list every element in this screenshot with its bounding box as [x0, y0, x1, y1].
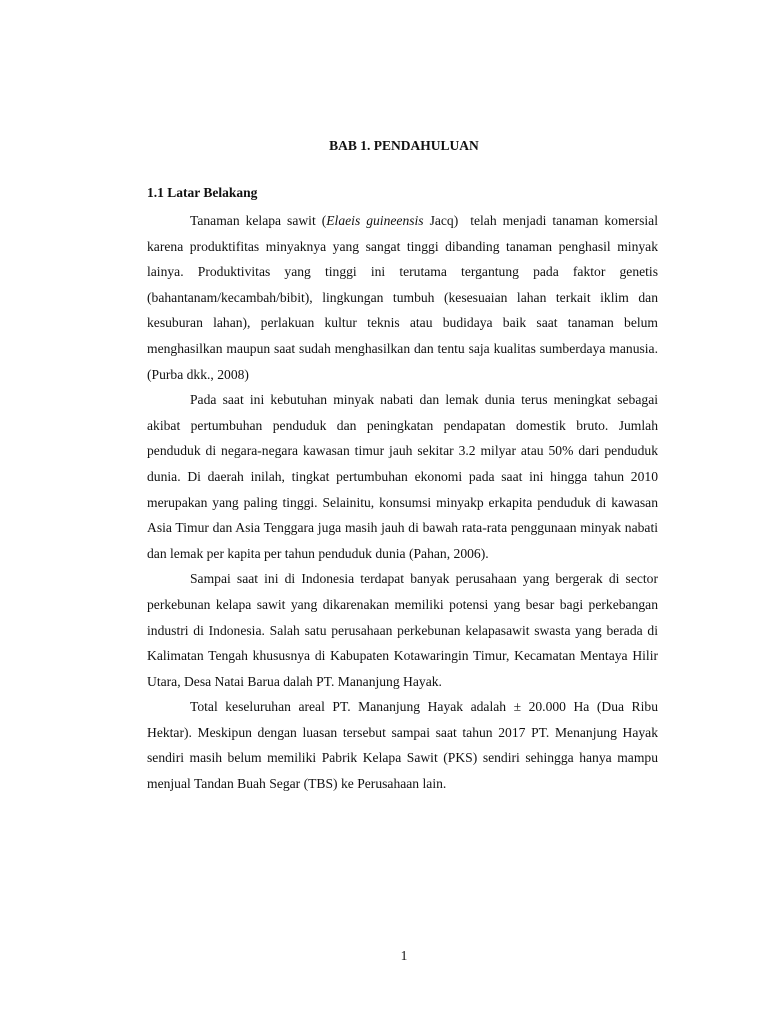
paragraph-3: Sampai saat ini di Indonesia terdapat banyak perusahaan yang bergerak di sector perkebunan kelapa sawit yang dikarenakan memiliki potensi yang besar bagi perkebangan industri di Indonesia. Salah satu perusahaan perkebunan kelapasawit swasta yang berada di Kalimatan Tengah khususnya di Kabupaten Kotawaringin Timur, Kecamatan Mentaya Hilir Utara, Desa Natai Barua dalah PT. Mananjung Hayak.	[147, 571, 658, 689]
body-text	[147, 208, 658, 797]
scientific-name: Elaeis guineensis	[326, 213, 424, 228]
paragraph-1-text-start: Tanaman kelapa sawit (	[190, 213, 327, 228]
chapter-title: BAB 1. PENDAHULUAN	[329, 138, 479, 153]
paragraph-1-text-end: Jacq) telah menjadi tanaman komersial karena produktifitas minyaknya yang sangat tinggi dibanding tanaman penghasil minyak lainya. Produktivitas yang tinggi ini terutama tergantung pada faktor genetis (bahantanam/kecambah/bibit), lingkungan tumbuh (kesesuaian lahan terkait iklim dan kesuburan lahan), perlakuan kultur teknis atau budidaya baik saat tanaman belum menghasilkan maupun saat sudah menghasilkan dan tentu saja kualitas sumberdaya manusia. (Purba dkk., 2008)	[147, 213, 658, 382]
section-heading: 1.1 Latar Belakang	[147, 185, 258, 200]
paragraph-1	[147, 208, 658, 387]
paragraph-4: Total keseluruhan areal PT. Mananjung Hayak adalah ± 20.000 Ha (Dua Ribu Hektar). Meskipun dengan luasan tersebut sampai saat tahun 2017 PT. Menanjung Hayak sendiri masih belum memiliki Pabrik Kelapa Sawit (PKS) sendiri sehingga hanya mampu menjual Tandan Buah Segar (TBS) ke Perusahaan lain.	[147, 699, 658, 792]
page-number: 1	[400, 948, 408, 963]
paragraph-2: Pada saat ini kebutuhan minyak nabati dan lemak dunia terus meningkat sebagai akibat pertumbuhan penduduk dan peningkatan pendapatan domestik bruto. Jumlah penduduk di negara-negara kawasan timur jauh sekitar 3.2 milyar atau 50% dari penduduk dunia. Di daerah inilah, tingkat pertumbuhan ekonomi pada saat ini hingga tahun 2010 merupakan yang paling tinggi. Selainitu, konsumsi minyakp erkapita penduduk di kawasan Asia Timur dan Asia Tenggara juga masih jauh di bawah rata-rata penggunaan minyak nabati dan lemak per kapita per tahun penduduk dunia (Pahan, 2006).	[147, 392, 658, 561]
